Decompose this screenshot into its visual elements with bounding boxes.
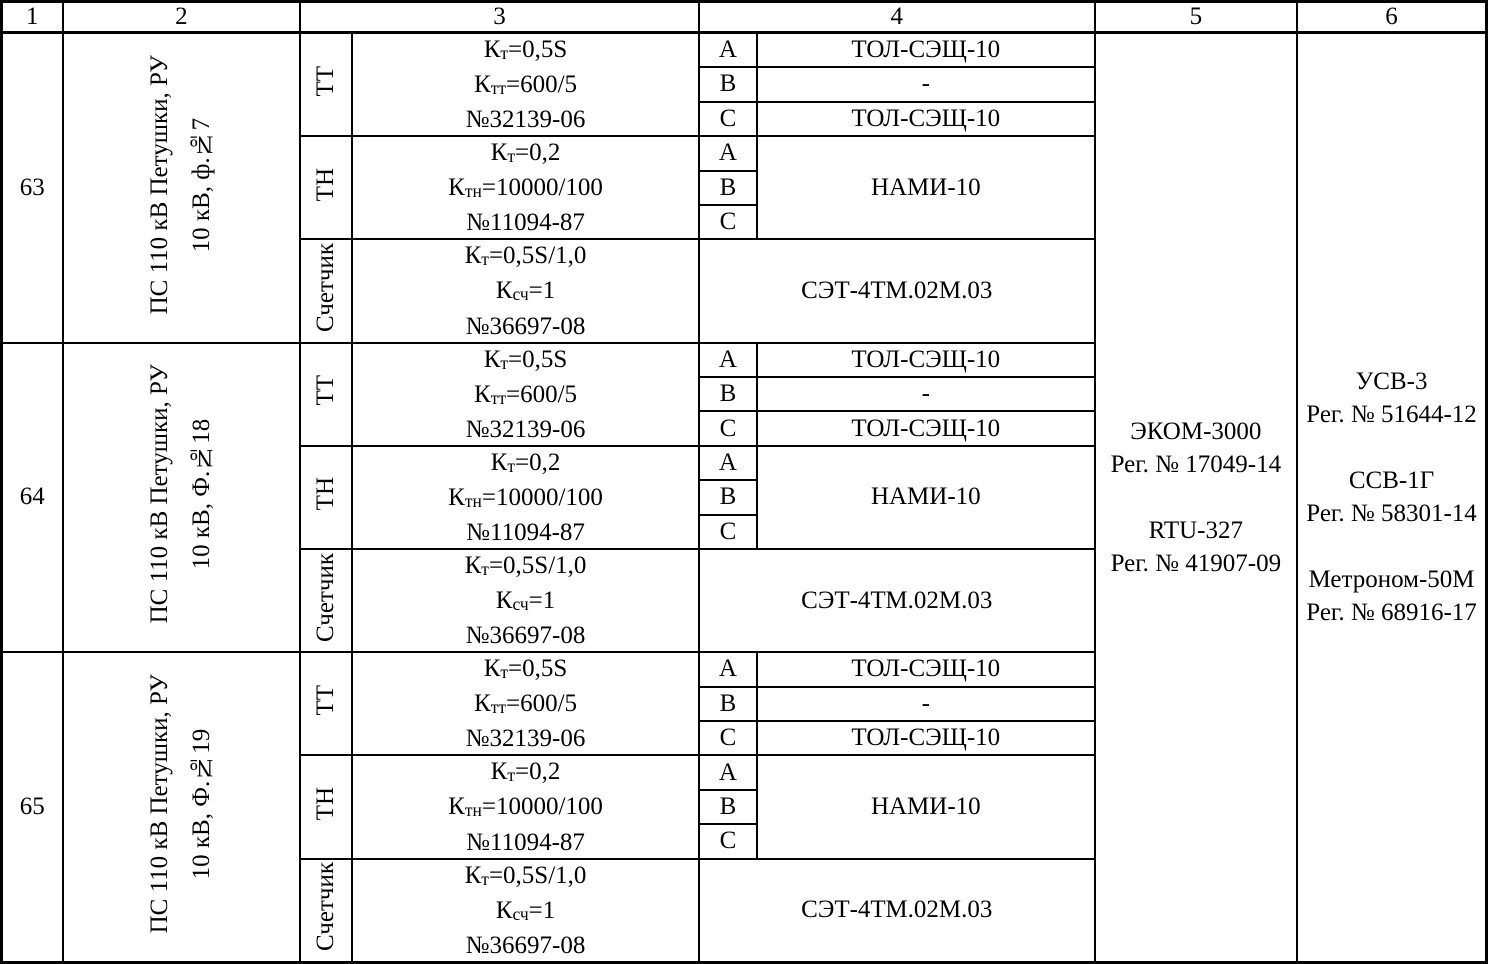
header-col-1: 1 bbox=[2, 2, 63, 33]
device-cell: ТОЛ-СЭЩ-10 bbox=[757, 102, 1095, 137]
header-col-2: 2 bbox=[63, 2, 300, 33]
tt-label: ТТ bbox=[312, 65, 340, 97]
phase-cell: А bbox=[699, 446, 757, 480]
sync-line: УСВ-3 bbox=[1355, 368, 1428, 396]
meter-label: Счетчик bbox=[312, 862, 340, 952]
tt-label: ТТ bbox=[312, 375, 340, 406]
meter-device-cell: СЭТ-4ТМ.02М.03 bbox=[699, 859, 1095, 963]
feeder-line-1: ПС 110 кВ Петушки, РУ bbox=[146, 54, 174, 314]
param-line: Ктт=600/5 bbox=[474, 690, 578, 718]
phase-cell: С bbox=[699, 515, 757, 549]
phase-cell: В bbox=[699, 480, 757, 514]
feeder-line-2: 10 кВ, Ф.№19 bbox=[188, 728, 216, 879]
phase-cell: С bbox=[699, 102, 757, 137]
sync-line: ССВ-1Г bbox=[1348, 467, 1435, 495]
phase-cell: В bbox=[699, 171, 757, 205]
sync-line bbox=[1298, 530, 1485, 563]
row-number-cell: 65 bbox=[2, 652, 63, 962]
tt-type-cell bbox=[300, 652, 352, 755]
feeder-line-2: 10 кВ, Ф.№18 bbox=[188, 418, 216, 570]
param-line: Ктн=10000/100 bbox=[448, 793, 603, 821]
device-cell: НАМИ-10 bbox=[757, 755, 1095, 858]
meter-label: Счетчик bbox=[312, 552, 340, 642]
param-line: Ксч=1 bbox=[495, 587, 556, 615]
param-line: Ктт=600/5 bbox=[474, 71, 578, 99]
row-number-cell: 63 bbox=[2, 33, 63, 343]
meter-params-cell bbox=[352, 239, 699, 342]
header-col-6: 6 bbox=[1297, 2, 1486, 33]
tn-label: ТН bbox=[312, 477, 340, 511]
feeder-line-1: ПС 110 кВ Петушки, РУ bbox=[146, 364, 174, 624]
phase-cell: С bbox=[699, 721, 757, 755]
device-cell: - bbox=[757, 67, 1095, 102]
row-number-cell: 64 bbox=[2, 343, 63, 653]
feeder-line-1: ПС 110 кВ Петушки, РУ bbox=[146, 673, 174, 934]
param-line: Ктн=10000/100 bbox=[448, 174, 603, 202]
param-line: Кт=0,2 bbox=[490, 139, 561, 167]
meter-device-cell: СЭТ-4ТМ.02М.03 bbox=[699, 549, 1095, 652]
device-cell: - bbox=[757, 377, 1095, 411]
param-line: №32139-06 bbox=[465, 106, 586, 134]
phase-cell: А bbox=[699, 343, 757, 377]
sync-line: Рег. № 51644-12 bbox=[1306, 401, 1477, 429]
device-cell: ТОЛ-СЭЩ-10 bbox=[757, 652, 1095, 686]
param-line: №36697-08 bbox=[465, 931, 586, 959]
phase-cell: А bbox=[699, 33, 757, 68]
device-cell: НАМИ-10 bbox=[757, 136, 1095, 239]
phase-cell: В bbox=[699, 687, 757, 721]
header-col-4: 4 bbox=[699, 2, 1095, 33]
param-line: Ктт=600/5 bbox=[474, 380, 578, 408]
param-line: Ктн=10000/100 bbox=[448, 483, 603, 511]
param-line: №32139-06 bbox=[465, 725, 586, 753]
meter-type-cell bbox=[300, 239, 352, 342]
ais-line: ЭКОМ-3000 bbox=[1130, 417, 1262, 445]
phase-cell: В bbox=[699, 790, 757, 824]
meter-params-cell bbox=[352, 859, 699, 963]
phase-cell: В bbox=[699, 67, 757, 102]
param-line: №11094-87 bbox=[466, 209, 585, 237]
param-line: Кт=0,5S/1,0 bbox=[464, 551, 587, 580]
device-cell: ТОЛ-СЭЩ-10 bbox=[757, 411, 1095, 445]
ais-line: Рег. № 17049-14 bbox=[1110, 450, 1282, 478]
tn-type-cell bbox=[300, 136, 352, 239]
param-line: №32139-06 bbox=[465, 415, 586, 443]
sync-line bbox=[1298, 431, 1485, 464]
tt-label: ТТ bbox=[312, 684, 340, 716]
meter-label: Счетчик bbox=[312, 242, 340, 332]
device-cell: - bbox=[757, 687, 1095, 721]
tn-params-cell bbox=[352, 136, 699, 239]
param-line: Ксч=1 bbox=[495, 896, 556, 924]
param-line: Кт=0,2 bbox=[490, 758, 561, 786]
tt-params-cell bbox=[352, 33, 699, 137]
phase-cell: С bbox=[699, 411, 757, 445]
param-line: №11094-87 bbox=[466, 518, 585, 546]
param-line: №36697-08 bbox=[465, 312, 586, 340]
device-cell: НАМИ-10 bbox=[757, 446, 1095, 549]
sync-line: Рег. № 58301-14 bbox=[1306, 500, 1477, 528]
meter-type-cell bbox=[300, 859, 352, 963]
ais-line: RTU-327 bbox=[1148, 516, 1243, 544]
tt-type-cell bbox=[300, 343, 352, 446]
device-cell: ТОЛ-СЭЩ-10 bbox=[757, 343, 1095, 377]
meter-params-cell bbox=[352, 549, 699, 652]
feeder-line-2: 10 кВ, ф.№7 bbox=[188, 117, 216, 252]
device-cell: ТОЛ-СЭЩ-10 bbox=[757, 721, 1095, 755]
phase-cell: С bbox=[699, 205, 757, 239]
feeder-name bbox=[139, 364, 223, 623]
phase-cell: А bbox=[699, 652, 757, 686]
param-line: Кт=0,5S bbox=[483, 345, 568, 373]
param-line: Кт=0,2 bbox=[490, 448, 561, 476]
feeder-cell bbox=[63, 343, 300, 653]
ais-equipment-cell bbox=[1095, 33, 1297, 963]
phase-cell: В bbox=[699, 377, 757, 411]
header-col-5: 5 bbox=[1095, 2, 1297, 33]
meter-device-cell: СЭТ-4ТМ.02М.03 bbox=[699, 239, 1095, 342]
param-line: №36697-08 bbox=[465, 622, 586, 650]
tn-type-cell bbox=[300, 446, 352, 549]
phase-cell: С bbox=[699, 824, 757, 858]
feeder-cell bbox=[63, 652, 300, 962]
tn-params-cell bbox=[352, 755, 699, 858]
param-line: Ксч=1 bbox=[495, 277, 556, 305]
param-line: Кт=0,5S/1,0 bbox=[464, 861, 587, 889]
phase-cell: А bbox=[699, 136, 757, 170]
feeder-cell bbox=[63, 33, 300, 343]
feeder-name bbox=[139, 55, 223, 314]
param-line: №11094-87 bbox=[466, 828, 585, 856]
device-cell: ТОЛ-СЭЩ-10 bbox=[757, 33, 1095, 68]
param-line: Кт=0,5S/1,0 bbox=[464, 242, 587, 270]
time-sync-equipment-cell bbox=[1297, 33, 1486, 963]
tn-type-cell bbox=[300, 755, 352, 858]
header-row bbox=[2, 2, 1487, 33]
tt-params-cell bbox=[352, 652, 699, 755]
tn-params-cell bbox=[352, 446, 699, 549]
tn-label: ТН bbox=[312, 786, 340, 821]
meter-type-cell bbox=[300, 549, 352, 652]
sync-line: Рег. № 68916-17 bbox=[1306, 599, 1477, 627]
tt-params-cell bbox=[352, 343, 699, 446]
ais-line bbox=[1096, 481, 1296, 514]
tt-type-cell bbox=[300, 33, 352, 137]
tn-label: ТН bbox=[312, 167, 340, 201]
feeder-name bbox=[139, 674, 223, 933]
header-col-3: 3 bbox=[300, 2, 699, 33]
sync-line: Метроном-50М bbox=[1308, 566, 1475, 594]
phase-cell: А bbox=[699, 755, 757, 789]
param-line: Кт=0,5S bbox=[483, 36, 568, 64]
param-line: Кт=0,5S bbox=[483, 655, 568, 683]
ais-line: Рег. № 41907-09 bbox=[1110, 549, 1282, 577]
